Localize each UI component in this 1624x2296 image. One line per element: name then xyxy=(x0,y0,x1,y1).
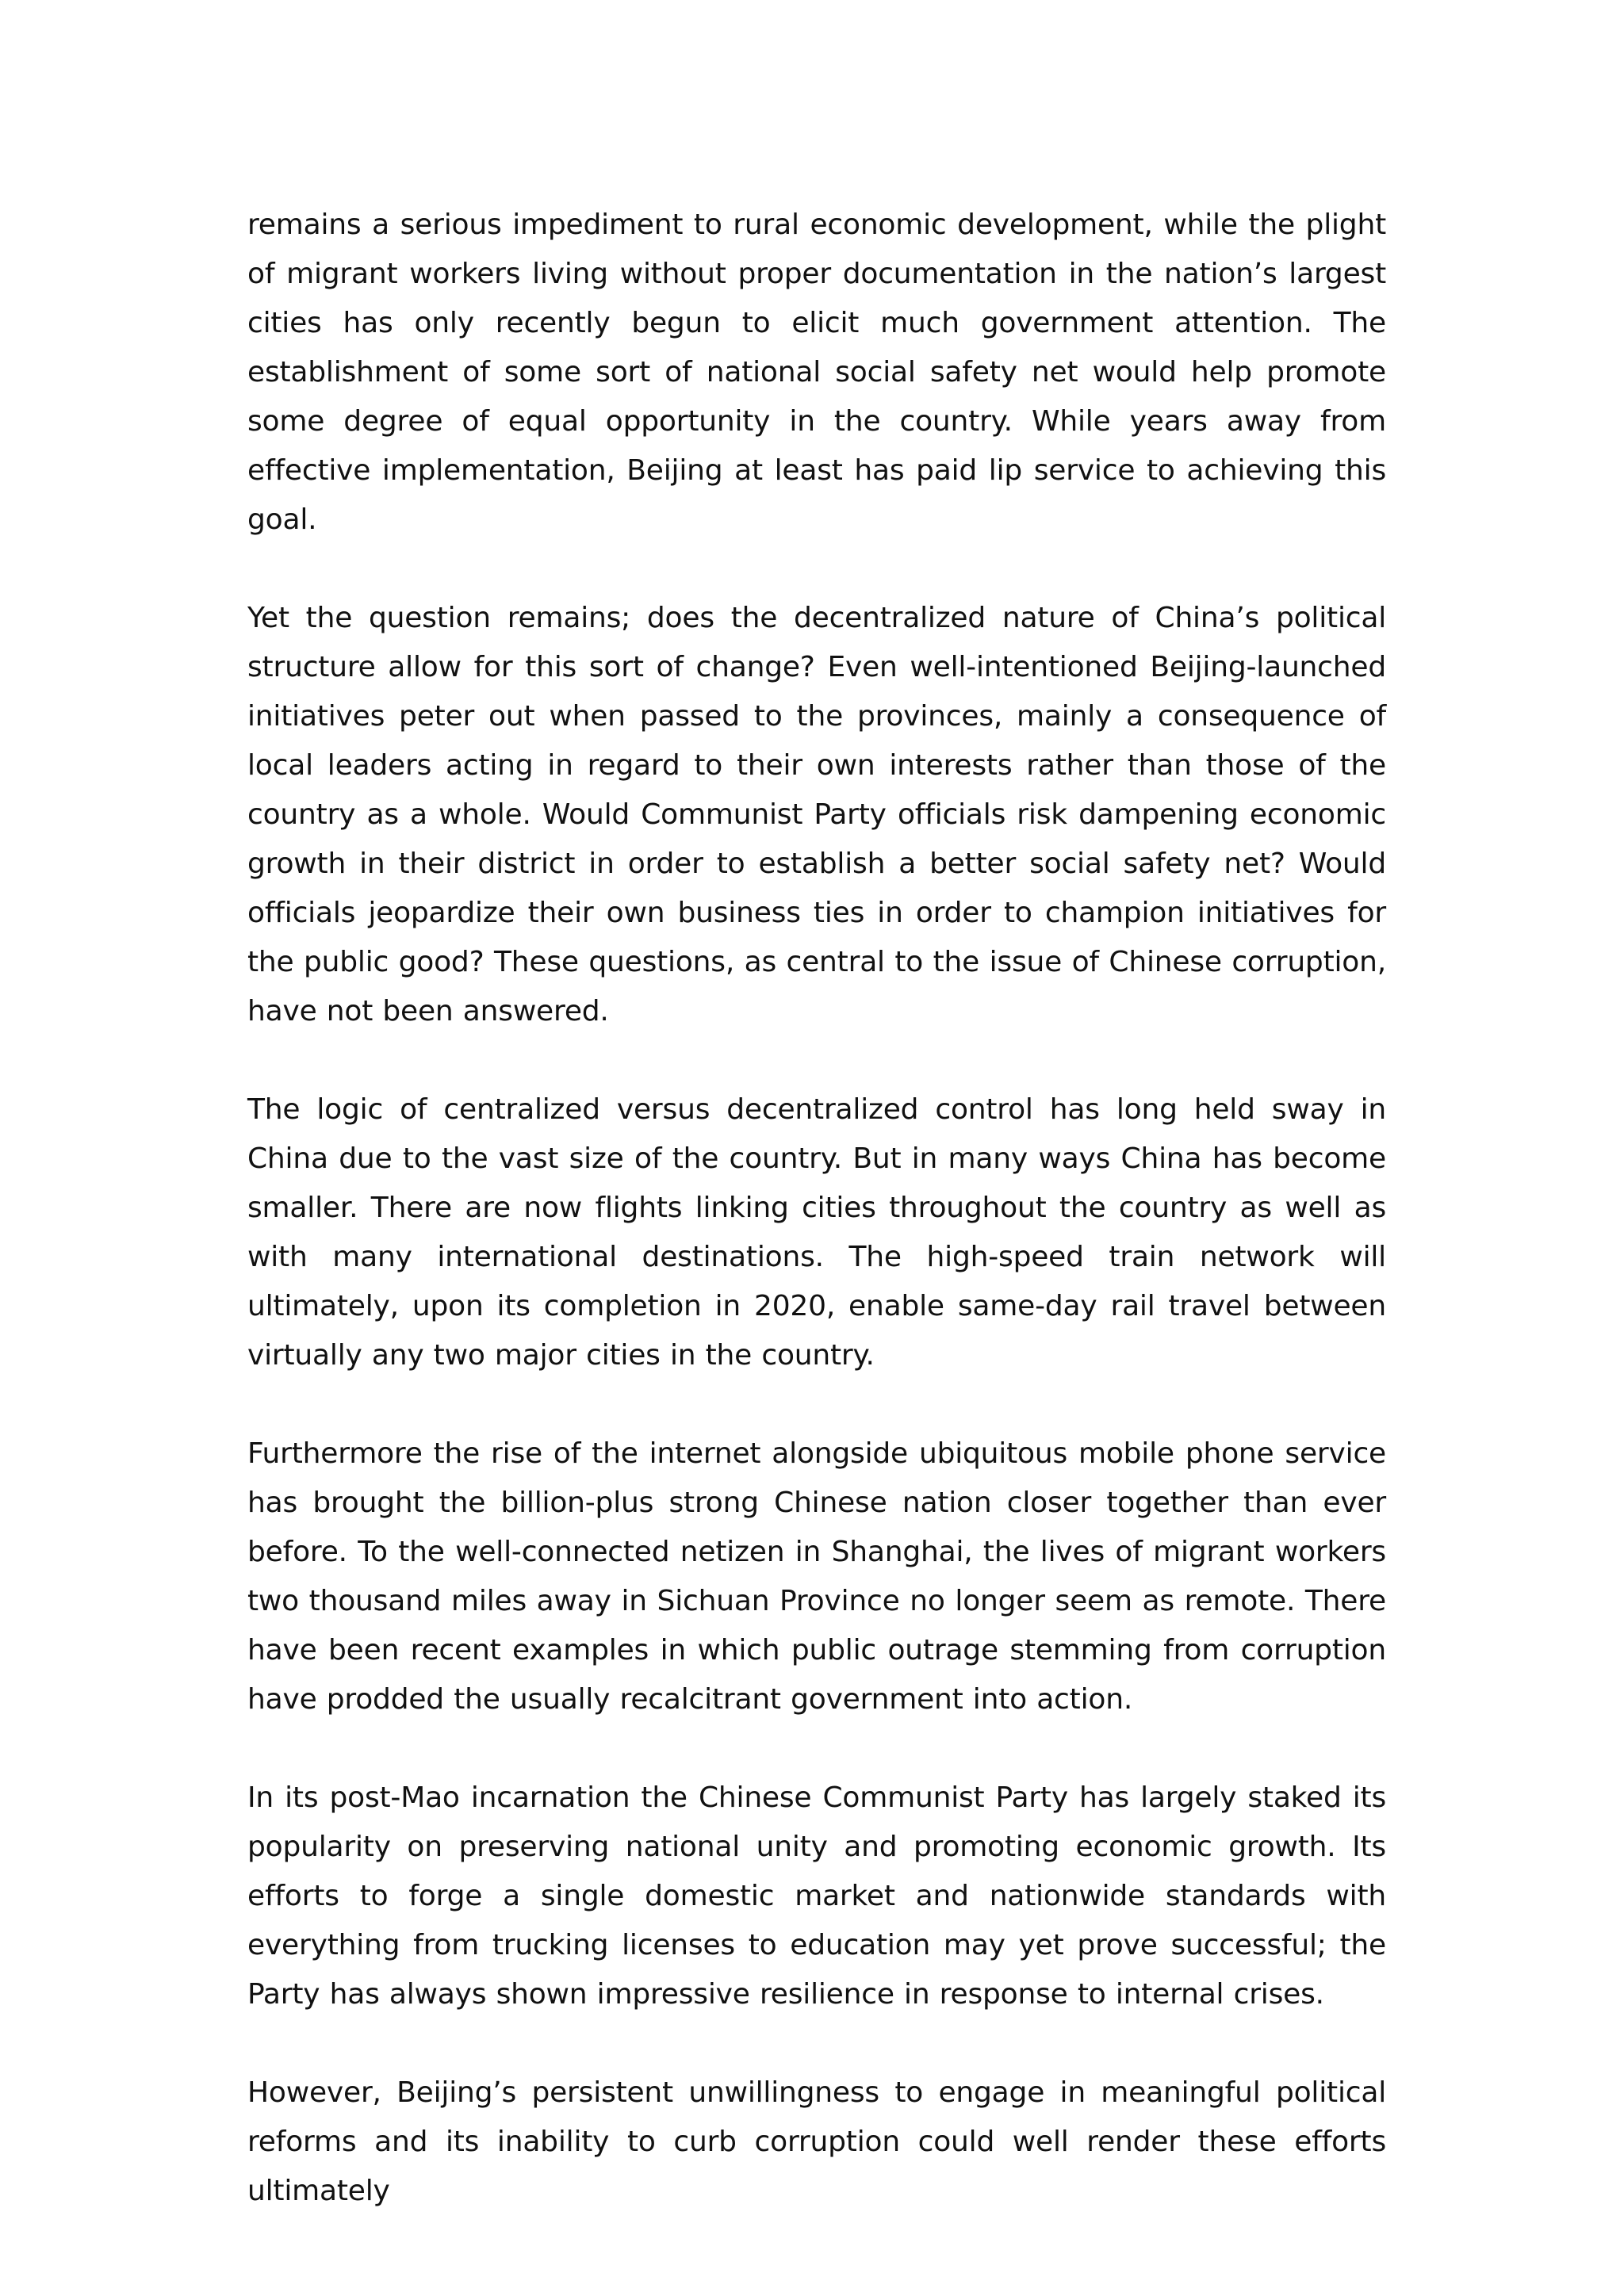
paragraph-4: Furthermore the rise of the internet alongside ubiquitous mobile phone service has brought the billion-plus strong Chinese nation closer together than ever before. To the well-connected netizen in Shanghai, the lives of migrant workers two thousand miles away in Sichuan Province no longer seem as remote. There have been recent examples in which public outrage stemming from corruption have prodded the usually recalcitrant government into action. xyxy=(247,1437,1386,1716)
document-body xyxy=(247,201,1386,2216)
paragraph-1: remains a serious impediment to rural economic development, while the plight of migrant workers living without proper documentation in the nation’s largest cities has only recently begun to elicit much government attention. The establishment of some sort of national social safety net would help promote some degree of equal opportunity in the country. While years away from effective implementation, Beijing at least has paid lip service to achieving this goal. xyxy=(247,209,1386,536)
paragraph-2: Yet the question remains; does the decentralized nature of China’s political structure allow for this sort of change? Even well-intentioned Beijing-launched initiatives peter out when passed to the provinces, mainly a consequence of local leaders acting in regard to their own interests rather than those of the country as a whole. Would Communist Party officials risk dampening economic growth in their district in order to establish a better social safety net? Would officials jeopardize their own business ties in order to champion initiatives for the public good? These questions, as central to the issue of Chinese corruption, have not been answered. xyxy=(247,602,1386,1027)
paragraph-3: The logic of centralized versus decentralized control has long held sway in China due to the vast size of the country. But in many ways China has become smaller. There are now flights linking cities throughout the country as well as with many international destinations. The high-speed train network will ultimately, upon its completion in 2020, enable same-day rail travel between virtually any two major cities in the country. xyxy=(247,1093,1386,1372)
paragraph-6: However, Beijing’s persistent unwillingness to engage in meaningful political reforms and its inability to curb corruption could well render these efforts ultimately xyxy=(247,2076,1386,2207)
paragraph-5: In its post-Mao incarnation the Chinese Communist Party has largely staked its popularity on preserving national unity and promoting economic growth. Its efforts to forge a single domestic market and nationwide standards with everything from trucking licenses to education may yet prove successful; the Party has always shown impressive resilience in response to internal crises. xyxy=(247,1781,1386,2011)
